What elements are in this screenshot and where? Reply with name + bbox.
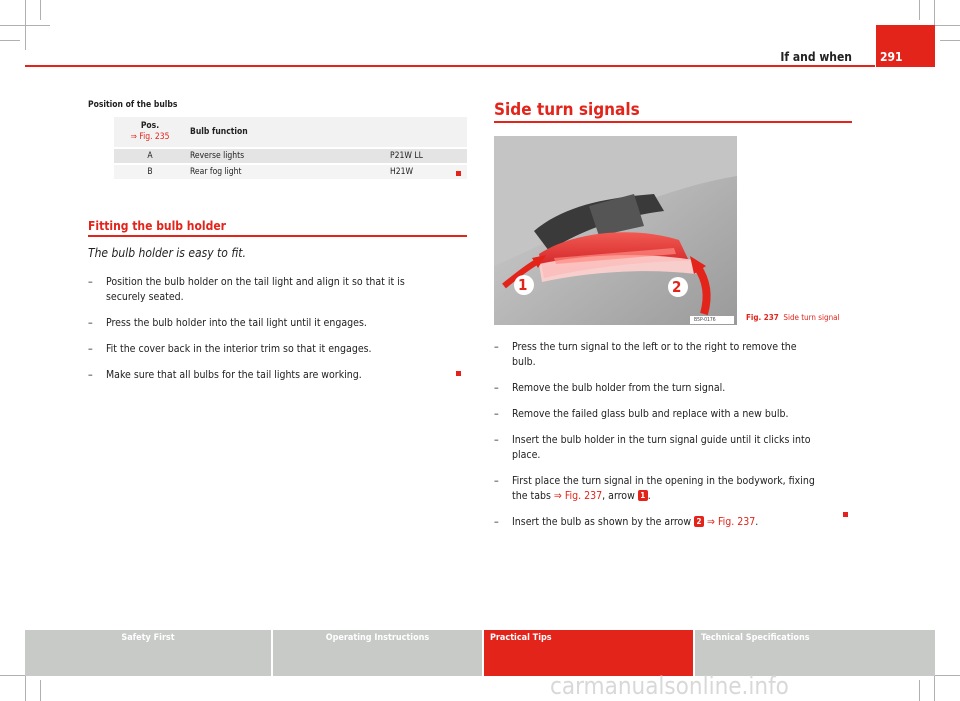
section-lead: The bulb holder is easy to fit. xyxy=(88,246,246,260)
table-caption: Position of the bulbs xyxy=(88,100,178,110)
list-item: – Make sure that all bulbs for the tail lights are working. xyxy=(88,368,468,383)
list-item: – Press the bulb holder into the tail light until it engages. xyxy=(88,316,468,331)
section-end-marker xyxy=(456,171,461,176)
table-cell-pos: B xyxy=(147,167,153,177)
list-item: – Fit the cover back in the interior trim so that it engages. xyxy=(88,342,468,357)
section-title-fitting: Fitting the bulb holder xyxy=(88,219,226,233)
side-turn-signal-steps-list xyxy=(494,340,854,530)
arrow-number-badge: 1 xyxy=(638,490,648,501)
footer-tab-technical-specifications[interactable]: Technical Specifications xyxy=(695,630,935,676)
bulb-position-table xyxy=(114,117,467,179)
figure-label-2: 2 xyxy=(672,278,682,296)
list-item: – Press the turn signal to the left or to the right to remove the bulb. xyxy=(494,340,854,370)
table-header-function: Bulb function xyxy=(190,127,248,137)
section-end-marker xyxy=(456,371,461,376)
header-rule xyxy=(25,65,875,67)
list-item: – First place the turn signal in the opening in the bodywork, fixing the tabs ⇒ Fig. 237, arrow 1 . xyxy=(494,474,854,504)
section-title-side-turn-signals: Side turn signals xyxy=(494,100,640,120)
footer-tab-operating-instructions[interactable]: Operating Instructions xyxy=(273,630,482,676)
figure-caption: Fig. 237 Side turn signal xyxy=(746,313,840,322)
figure-ref-link[interactable]: ⇒ Fig. 235 xyxy=(130,132,170,142)
table-cell-bulb: P21W LL xyxy=(390,151,423,161)
crop-mark xyxy=(919,0,920,20)
table-cell-pos: A xyxy=(147,151,153,161)
figure-code: B5P-0176 xyxy=(694,317,716,323)
running-header-title: If and when xyxy=(780,50,852,64)
list-item: – Insert the bulb as shown by the arrow 2 ⇒ Fig. 237. xyxy=(494,515,854,530)
table-cell-bulb: H21W xyxy=(390,167,414,177)
figure-ref-link[interactable]: ⇒ Fig. 237 xyxy=(704,516,756,528)
footer-tab-practical-tips[interactable]: Practical Tips xyxy=(484,630,693,676)
footer-tab-safety-first[interactable]: Safety First xyxy=(25,630,271,676)
turn-signal-figure xyxy=(494,136,737,325)
figure-ref-link[interactable]: ⇒ Fig. 237 xyxy=(553,490,603,502)
crop-mark xyxy=(919,680,920,701)
watermark-text: carmanualsonline.info xyxy=(550,672,789,700)
list-item: – Remove the bulb holder from the turn signal. xyxy=(494,381,854,396)
table-cell-function: Rear fog light xyxy=(190,167,242,177)
table-cell-function: Reverse lights xyxy=(190,151,245,161)
page-number: 291 xyxy=(880,50,903,64)
figure-label-1: 1 xyxy=(518,276,528,294)
list-item: – Insert the bulb holder in the turn signal guide until it clicks into place. xyxy=(494,433,854,463)
section-rule xyxy=(88,235,467,237)
table-row xyxy=(114,147,467,163)
arrow-number-badge: 2 xyxy=(694,516,704,527)
table-header-row xyxy=(114,117,467,147)
crop-mark xyxy=(0,25,50,26)
turn-signal-illustration xyxy=(494,136,737,325)
table-row xyxy=(114,163,467,179)
crop-mark xyxy=(940,40,960,41)
crop-mark xyxy=(40,0,41,20)
fitting-steps-list xyxy=(88,275,468,383)
list-item: – Position the bulb holder on the tail light and align it so that it is securely seated. xyxy=(88,275,468,305)
table-header-pos: Pos. ⇒ Fig. 235 xyxy=(114,121,186,143)
section-rule xyxy=(494,121,852,123)
crop-mark xyxy=(0,40,20,41)
crop-mark xyxy=(40,680,41,701)
list-item: – Remove the failed glass bulb and replace with a new bulb. xyxy=(494,407,854,422)
section-end-marker xyxy=(843,512,848,517)
